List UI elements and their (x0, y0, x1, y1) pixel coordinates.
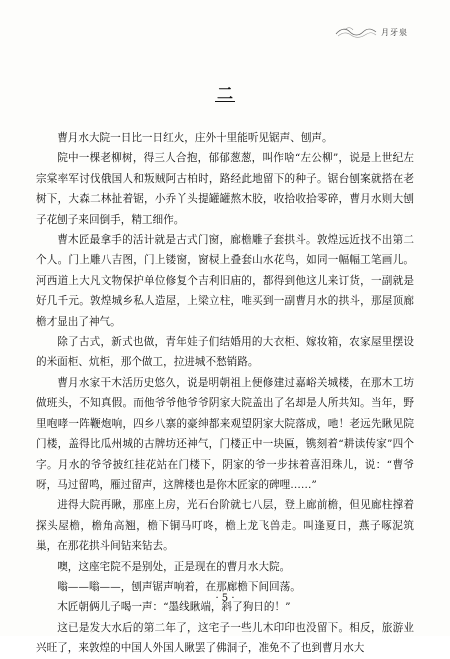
paragraph: 木匠朝俩儿子喝一声：“墨线瞅端，斜了狗日的！” (57, 601, 291, 614)
page-number: · 5 · (215, 593, 235, 604)
paragraph: 噢，这座宅院不是别处，正是现在的曹月水大院。 (57, 560, 291, 573)
cloud-wave-ornament-icon (335, 26, 377, 38)
chapter-number: 二 (216, 84, 233, 103)
book-title: 月牙泉 (381, 27, 408, 37)
running-header (335, 26, 408, 38)
chapter-heading (0, 84, 450, 103)
paragraph: 除了古式，新式也做，青年娃子们结婚用的大衣柜、嫁妆箱，农家屋里摆设的米面柜、炕柜，那个做工，拉进城不愁销路。 (36, 336, 414, 369)
paragraph: 曹月水大院一日比一日红火，庄外十里能听见锯声、刨声。 (57, 132, 333, 144)
paragraph: 曹月水家干木活历史悠久，说是明朝祖上便修建过嘉峪关城楼，在那木工坊做班头，不知真假。而他爷爷他爷爷阴家大院盖出了名却是人所共知。当年，野里咆哮一阵鞭炮响，四乡八寨的豪绅都来观望阴家大院落成，吔！老远先瞅见院门楼，盖得比瓜州城的古牌坊还神气，门楼正中一块匾，镌刻着“耕读传家”四个字。月水的爷爷披红挂花站在门楼下，阴家的爷一步抹着喜泪珠儿，说：“曹爷呀，马过留鸣，雁过留声，这牌楼也是你木匠家的碑哩……” (36, 376, 414, 491)
paragraph: 进得大院再瞅，那座上房，光石台阶就七八层，登上廊前檐，但见廊柱撑着探头屋檐，檐角高翘，檐下铜马叮咚，檐上龙飞兽走。叫逢夏日，燕子啄泥筑巢，在那花拱斗间钻来钻去。 (36, 499, 414, 553)
paragraph: 嗡——嗡——，刨声锯声响着，在那廊檐下间回荡。 (57, 580, 301, 593)
paragraph: 院中一棵老柳树，得三人合抱，郁郁葱葱，叫作啥“左公柳”，说是上世纪左宗棠率军讨伐俄国人和叛贼阿古柏时，路经此地留下的种子。锯台刨案就搭在老树下，大森二林扯着锯，小乔丫头提罐罐熬木胶，收拾收拾零碎，曹月水则大刨子花刨子来回倒手，精工细作。 (36, 152, 414, 226)
paragraph: 曹木匠最拿手的活计就是古式门窗，廊檐雕子套拱斗。敦煌远近找不出第二个人。门上雕八吉图，门上镂窗，窗棂上叠套山水花鸟，如同一幅幅工笔画儿。河西道上大凡文物保护单位修复个吉利旧庙的，都得到他这儿来订货，一副就是好几千元。敦煌城乡私人造屋，上梁立柱，唯买到一副曹月水的拱斗，那屋顶廊檐才显出了神气。 (36, 234, 414, 328)
paragraph: 这已是发大水后的第二年了，这宅子一些儿木印印也没留下。相反，旅游业兴旺了，来敦煌的中国人外国人瞅罢了佛洞子，准免不了也到曹月水大 (36, 621, 414, 655)
body-text (36, 128, 414, 659)
